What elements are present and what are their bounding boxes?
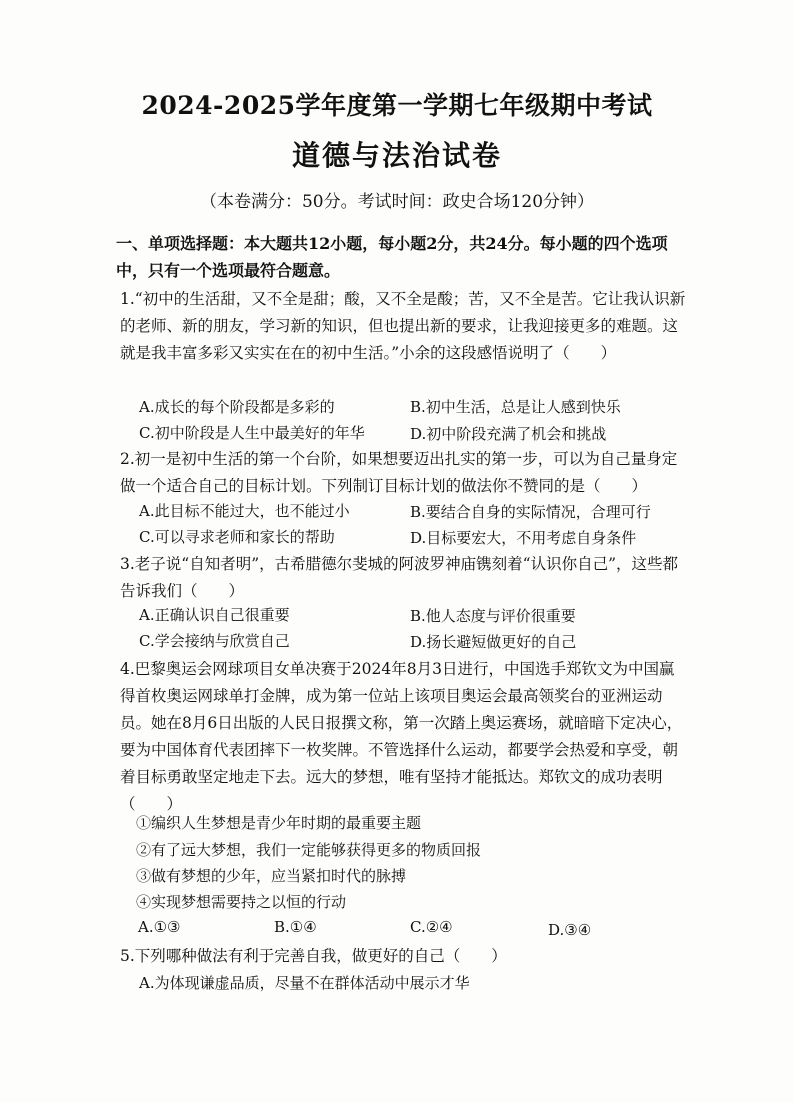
section-heading: 一、单项选择题：本大题共12小题，每小题2分，共24分。每小题的四个选项中，只有一个选项最符合题意。 xyxy=(116,234,668,280)
question-3-option-d: D.扬长避短做更好的自己 xyxy=(410,633,577,651)
exam-title: 2024-2025学年度第一学期七年级期中考试 xyxy=(141,91,653,120)
question-1-option-d: D.初中阶段充满了机会和挑战 xyxy=(410,425,607,443)
question-4-statement-1: ①编织人生梦想是青少年时期的最重要主题 xyxy=(136,814,422,832)
question-3-option-a: A.正确认识自己很重要 xyxy=(139,606,290,624)
question-1-option-c: C.初中阶段是人生中最美好的年华 xyxy=(139,424,365,442)
exam-subject-title: 道德与法治试卷 xyxy=(291,139,502,172)
question-1-option-a: A.成长的每个阶段都是多彩的 xyxy=(139,398,335,416)
question-4-statement-2: ②有了远大梦想，我们一定能够获得更多的物质回报 xyxy=(136,841,482,859)
question-2-stem: 2.初一是初中生活的第一个台阶，如果想要迈出扎实的第一步，可以为自己量身定做一个适合自己的目标计划。下列制订目标计划的做法你不赞同的是（ ） xyxy=(120,450,678,495)
question-4-statement-4: ④实现梦想需要持之以恒的行动 xyxy=(136,893,347,911)
question-4-statement-3: ③做有梦想的少年，应当紧扣时代的脉搏 xyxy=(136,867,407,885)
question-5-stem: 5.下列哪种做法有利于完善自我，做更好的自己（ ） xyxy=(120,947,507,965)
question-4-option-b: B.①④ xyxy=(274,918,317,936)
question-2-option-d: D.目标要宏大，不用考虑自身条件 xyxy=(410,529,637,547)
question-2-option-b: B.要结合自身的实际情况，合理可行 xyxy=(410,503,651,521)
question-3-option-b: B.他人态度与评价很重要 xyxy=(410,607,576,625)
question-5-option-a: A.为体现谦虚品质，尽量不在群体活动中展示才华 xyxy=(139,974,470,992)
question-3-stem: 3.老子说“自知者明”，古希腊德尔斐城的阿波罗神庙镌刻着“认识你自己”，这些都告诉我们（ ） xyxy=(120,555,678,600)
question-4-option-a: A.①③ xyxy=(138,918,181,936)
question-2-option-c: C.可以寻求老师和家长的帮助 xyxy=(139,528,335,546)
question-1-option-b: B.初中生活，总是让人感到快乐 xyxy=(410,398,621,416)
question-3-option-c: C.学会接纳与欣赏自己 xyxy=(139,632,290,650)
question-4-option-d: D.③④ xyxy=(548,921,592,939)
question-2-option-a: A.此目标不能过大，也不能过小 xyxy=(139,502,350,520)
question-4-stem: 4.巴黎奥运会网球项目女单决赛于2024年8月3日进行，中国选手郑钦文为中国赢得首枚奥运网球单打金牌，成为第一位站上该项目奥运会最高领奖台的亚洲运动员。她在8月6日出版的人民日报撰文称，第一次踏上奥运赛场，就暗暗下定决心，要为中国体育代表团摔下一枚奖牌。不管选择什么运动，都要学会热爱和享受，朝着目标勇敢坚定地走下去。远大的梦想，唯有坚持才能抵达。郑钦文的成功表明（ ） xyxy=(120,660,683,813)
question-4-option-c: C.②④ xyxy=(410,918,453,936)
exam-note: （本卷满分：50分。考试时间：政史合场120分钟） xyxy=(199,192,595,212)
question-1-stem: 1.“初中的生活甜，又不全是甜；酸，又不全是酸；苦，又不全是苦。它让我认识新的老师、新的朋友，学习新的知识，但也提出新的要求，让我迎接更多的难题。这就是我丰富多彩又实实在在的初中生活。”小余的这段感悟说明了（ ） xyxy=(120,290,686,362)
